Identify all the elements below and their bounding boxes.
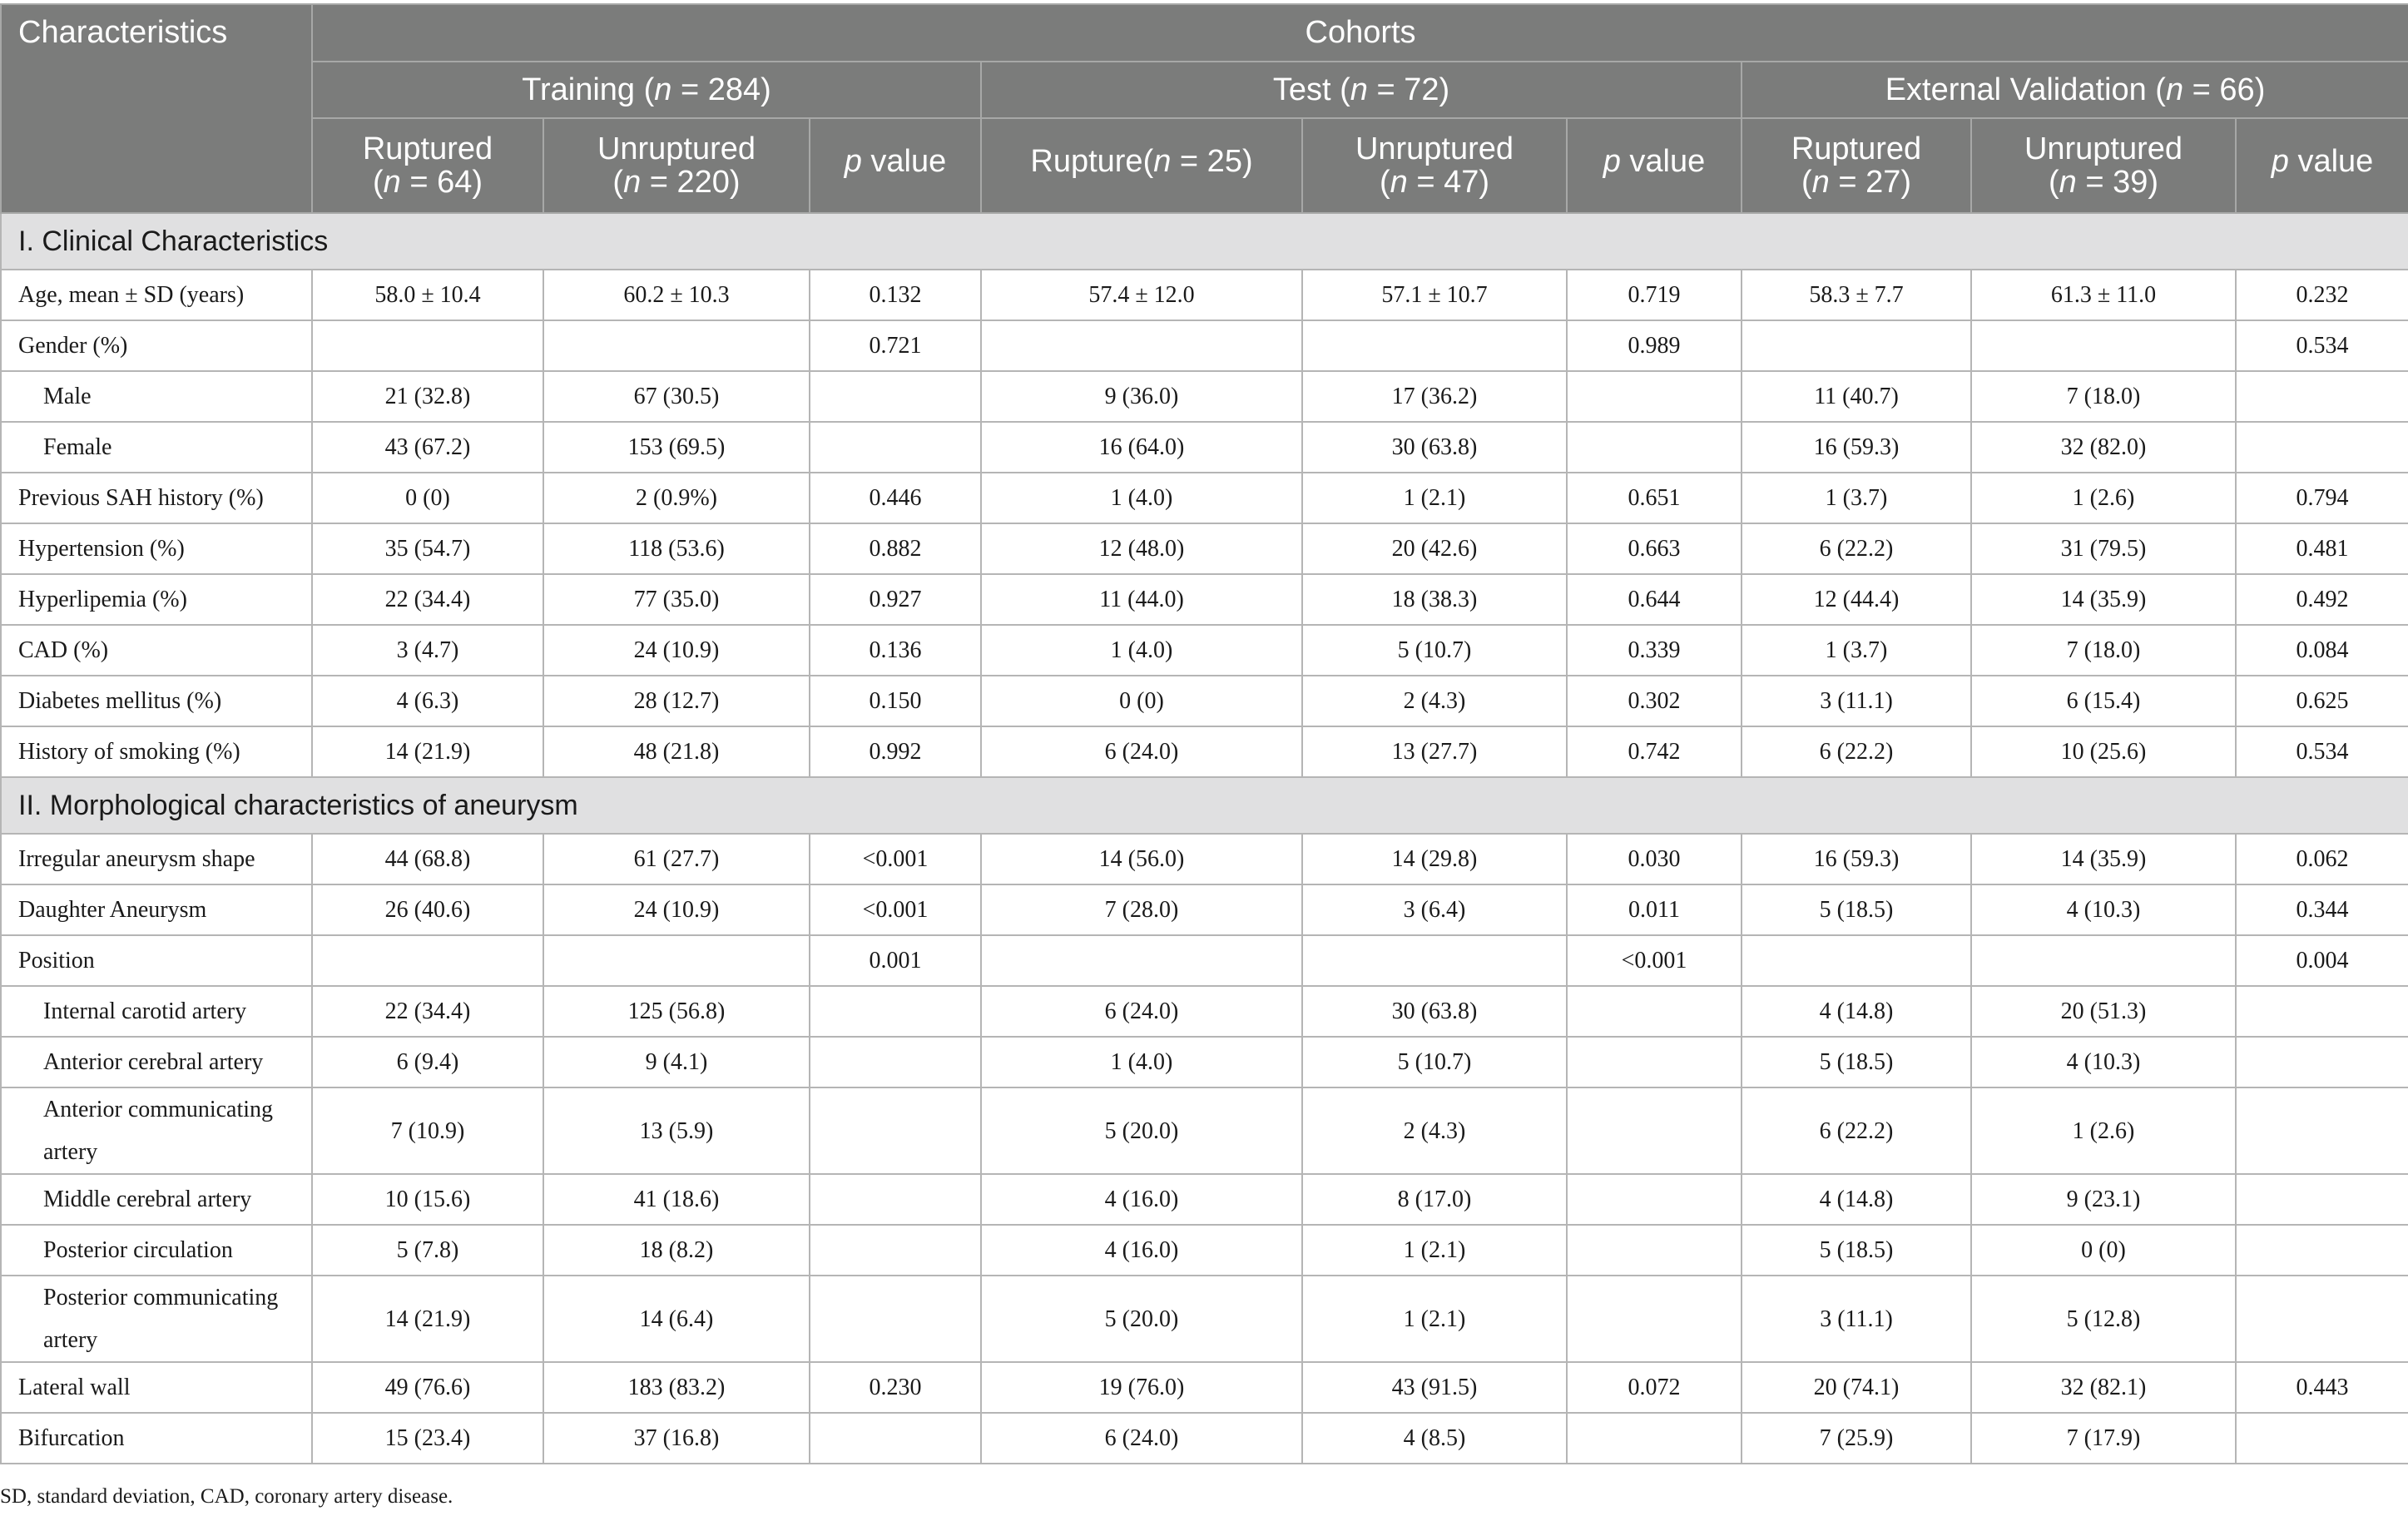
subgroup-n: = 64	[400, 165, 473, 200]
table-cell: 5 (20.0)	[981, 1087, 1302, 1174]
table-cell	[810, 1225, 981, 1276]
table-cell	[1971, 935, 2236, 986]
table-cell: 0.719	[1567, 270, 1742, 320]
table-cell: 0.339	[1567, 625, 1742, 676]
table-cell: 4 (16.0)	[981, 1174, 1302, 1225]
table-cell: 20 (51.3)	[1971, 986, 2236, 1037]
table-cell: 0.011	[1567, 884, 1742, 935]
table-cell: 4 (8.5)	[1302, 1413, 1567, 1464]
cohort-group-header: Test (n = 72)	[981, 62, 1742, 118]
table-cell	[2236, 371, 2408, 422]
table-cell: 3 (11.1)	[1742, 676, 1971, 726]
table-row	[1, 523, 2408, 574]
table-cell	[1302, 935, 1567, 986]
subgroup-label: Rupture	[1030, 144, 1143, 179]
subgroup-label: Ruptured	[1791, 131, 1922, 166]
table-cell: 3 (4.7)	[312, 625, 543, 676]
table-cell	[2236, 1174, 2408, 1225]
table-cell: 0.625	[2236, 676, 2408, 726]
table-cell: 2 (0.9%)	[543, 473, 810, 523]
row-label: Position	[1, 935, 312, 986]
table-cell: 30 (63.8)	[1302, 986, 1567, 1037]
table-cell: 58.0 ± 10.4	[312, 270, 543, 320]
table-cell: 49 (76.6)	[312, 1362, 543, 1413]
table-cell: 0.721	[810, 320, 981, 371]
table-row	[1, 574, 2408, 625]
row-label: Female	[1, 422, 312, 473]
row-label: Hypertension (%)	[1, 523, 312, 574]
row-label: Age, mean ± SD (years)	[1, 270, 312, 320]
table-cell	[2236, 1037, 2408, 1087]
table-cell	[543, 935, 810, 986]
table-cell: 12 (44.4)	[1742, 574, 1971, 625]
table-cell: 43 (67.2)	[312, 422, 543, 473]
table-cell: 7 (10.9)	[312, 1087, 543, 1174]
table-cell: 0.344	[2236, 884, 2408, 935]
table-cell: 31 (79.5)	[1971, 523, 2236, 574]
row-label: Posterior communicating artery	[1, 1276, 312, 1362]
table-cell: 20 (74.1)	[1742, 1362, 1971, 1413]
row-label: Diabetes mellitus (%)	[1, 676, 312, 726]
table-row	[1, 270, 2408, 320]
table-row	[1, 1037, 2408, 1087]
subgroup-n: = 25	[1171, 144, 1242, 179]
table-cell: 26 (40.6)	[312, 884, 543, 935]
table-cell: 6 (22.2)	[1742, 523, 1971, 574]
table-cell	[810, 1037, 981, 1087]
table-cell: 0.882	[810, 523, 981, 574]
row-label: Middle cerebral artery	[1, 1174, 312, 1225]
table-cell: 22 (34.4)	[312, 986, 543, 1037]
row-label: CAD (%)	[1, 625, 312, 676]
cohort-group-header: Training (n = 284)	[312, 62, 981, 118]
n-symbol: n	[1153, 144, 1172, 179]
table-cell: 0 (0)	[981, 676, 1302, 726]
table-cell: 0.742	[1567, 726, 1742, 777]
table-cell: 61 (27.7)	[543, 834, 810, 884]
table-cell	[1742, 320, 1971, 371]
table-cell	[1302, 320, 1567, 371]
table-cell	[810, 1413, 981, 1464]
table-row	[1, 986, 2408, 1037]
table-cell: 0.651	[1567, 473, 1742, 523]
table-cell	[543, 320, 810, 371]
table-cell: 2 (4.3)	[1302, 676, 1567, 726]
section-row	[1, 213, 2408, 270]
table-cell: 6 (22.2)	[1742, 1087, 1971, 1174]
table-cell: 10 (25.6)	[1971, 726, 2236, 777]
table-cell: 1 (2.1)	[1302, 1225, 1567, 1276]
table-cell	[810, 1174, 981, 1225]
table-cell: 16 (64.0)	[981, 422, 1302, 473]
table-cell: 14 (6.4)	[543, 1276, 810, 1362]
table-cell	[312, 320, 543, 371]
row-label: Male	[1, 371, 312, 422]
table-cell	[1567, 1087, 1742, 1174]
table-header	[1, 4, 2408, 213]
table-cell: 0.072	[1567, 1362, 1742, 1413]
table-cell: 0.302	[1567, 676, 1742, 726]
subgroup-n: = 39	[2076, 165, 2148, 200]
table-cell: 0.232	[2236, 270, 2408, 320]
table-cell: 14 (21.9)	[312, 726, 543, 777]
table-cell: 0.534	[2236, 320, 2408, 371]
table-cell: 13 (5.9)	[543, 1087, 810, 1174]
table-cell: 0.794	[2236, 473, 2408, 523]
row-label: Irregular aneurysm shape	[1, 834, 312, 884]
n-symbol: n	[654, 72, 672, 107]
table-cell: 0.989	[1567, 320, 1742, 371]
table-row	[1, 834, 2408, 884]
table-cell: 5 (18.5)	[1742, 1037, 1971, 1087]
p-value-header	[1567, 118, 1742, 213]
table-cell: 16 (59.3)	[1742, 834, 1971, 884]
table-cell: 61.3 ± 11.0	[1971, 270, 2236, 320]
table-cell: 9 (4.1)	[543, 1037, 810, 1087]
row-label: Internal carotid artery	[1, 986, 312, 1037]
table-cell: 1 (4.0)	[981, 625, 1302, 676]
table-cell: 0.492	[2236, 574, 2408, 625]
table-cell	[981, 320, 1302, 371]
table-row	[1, 1362, 2408, 1413]
row-label: Anterior communicating artery	[1, 1087, 312, 1174]
table-cell: 14 (35.9)	[1971, 834, 2236, 884]
cohort-name: External Validation	[1885, 72, 2147, 107]
table-cell: <0.001	[810, 834, 981, 884]
table-cell: 32 (82.1)	[1971, 1362, 2236, 1413]
table-cell: 14 (29.8)	[1302, 834, 1567, 884]
table-cell: 0.062	[2236, 834, 2408, 884]
table-cell: 0.132	[810, 270, 981, 320]
row-label: Posterior circulation	[1, 1225, 312, 1276]
table-cell	[1567, 371, 1742, 422]
table-cell	[1567, 1037, 1742, 1087]
table-cell: 67 (30.5)	[543, 371, 810, 422]
table-cell: 60.2 ± 10.3	[543, 270, 810, 320]
cohort-n: 72	[1404, 72, 1439, 107]
table-cell: 57.4 ± 12.0	[981, 270, 1302, 320]
cohort-name: Training	[522, 72, 636, 107]
p-symbol: p	[844, 144, 862, 179]
p-value-header	[810, 118, 981, 213]
table-cell: 43 (91.5)	[1302, 1362, 1567, 1413]
table-cell: 4 (6.3)	[312, 676, 543, 726]
characteristics-header: Characteristics	[1, 4, 312, 213]
table-row	[1, 1413, 2408, 1464]
table-cell: 6 (24.0)	[981, 726, 1302, 777]
row-label: History of smoking (%)	[1, 726, 312, 777]
table-row	[1, 1225, 2408, 1276]
table-cell: 1 (2.6)	[1971, 1087, 2236, 1174]
row-label: Gender (%)	[1, 320, 312, 371]
p-symbol: p	[2271, 144, 2289, 179]
subgroup-label: Unruptured	[2024, 131, 2183, 166]
section-title: II. Morphological characteristics of aneurysm	[1, 777, 2408, 834]
row-label: Daughter Aneurysm	[1, 884, 312, 935]
n-symbol: n	[383, 165, 401, 200]
table-cell: 5 (7.8)	[312, 1225, 543, 1276]
table-cell: 0.136	[810, 625, 981, 676]
table-cell: 12 (48.0)	[981, 523, 1302, 574]
subgroup-n: = 220	[641, 165, 730, 200]
table-cell: 28 (12.7)	[543, 676, 810, 726]
table-row	[1, 371, 2408, 422]
subgroup-header: Ruptured (n = 64)	[312, 118, 543, 213]
table-cell: 24 (10.9)	[543, 625, 810, 676]
n-symbol: n	[1350, 72, 1368, 107]
table-cell	[810, 371, 981, 422]
table-cell: 4 (14.8)	[1742, 986, 1971, 1037]
table-cell	[2236, 1413, 2408, 1464]
table-cell: 10 (15.6)	[312, 1174, 543, 1225]
table-cell	[1742, 935, 1971, 986]
table-footnote: SD, standard deviation, CAD, coronary artery disease.	[0, 1485, 453, 1508]
table-cell	[1567, 422, 1742, 473]
table-cell: 9 (23.1)	[1971, 1174, 2236, 1225]
table-cell: 35 (54.7)	[312, 523, 543, 574]
row-label: Anterior cerebral artery	[1, 1037, 312, 1087]
table-cell: 14 (35.9)	[1971, 574, 2236, 625]
table-cell: 48 (21.8)	[543, 726, 810, 777]
table-cell: 16 (59.3)	[1742, 422, 1971, 473]
table-row	[1, 1276, 2408, 1362]
table-cell	[2236, 422, 2408, 473]
n-symbol: n	[1390, 165, 1408, 200]
table-cell: 5 (10.7)	[1302, 1037, 1567, 1087]
table-cell: 57.1 ± 10.7	[1302, 270, 1567, 320]
table-cell: 5 (12.8)	[1971, 1276, 2236, 1362]
table-cell: 5 (18.5)	[1742, 1225, 1971, 1276]
cohort-name: Test	[1272, 72, 1331, 107]
table-cell: 5 (18.5)	[1742, 884, 1971, 935]
subgroup-label: Unruptured	[597, 131, 756, 166]
subgroup-header: Unruptured (n = 47)	[1302, 118, 1567, 213]
table-cell: 14 (21.9)	[312, 1276, 543, 1362]
table-cell: 20 (42.6)	[1302, 523, 1567, 574]
table-cell: 125 (56.8)	[543, 986, 810, 1037]
p-label: value	[2288, 144, 2374, 179]
table-cell: 77 (35.0)	[543, 574, 810, 625]
table-cell: 7 (17.9)	[1971, 1413, 2236, 1464]
table-cell: 0.084	[2236, 625, 2408, 676]
table-row	[1, 473, 2408, 523]
table-cell: 0.230	[810, 1362, 981, 1413]
table-cell	[2236, 1087, 2408, 1174]
table-cell: 5 (10.7)	[1302, 625, 1567, 676]
table-cell: 37 (16.8)	[543, 1413, 810, 1464]
table-cell: 0.927	[810, 574, 981, 625]
table-cell	[2236, 1225, 2408, 1276]
table-cell: 58.3 ± 7.7	[1742, 270, 1971, 320]
table-cell	[810, 422, 981, 473]
table-cell: 5 (20.0)	[981, 1276, 1302, 1362]
table-row	[1, 625, 2408, 676]
table-cell: 7 (25.9)	[1742, 1413, 1971, 1464]
table-cell: 0.443	[2236, 1362, 2408, 1413]
p-symbol: p	[1603, 144, 1621, 179]
characteristics-table	[0, 3, 2408, 1464]
table-cell	[810, 1276, 981, 1362]
table-cell: 183 (83.2)	[543, 1362, 810, 1413]
row-label: Lateral wall	[1, 1362, 312, 1413]
row-label: Hyperlipemia (%)	[1, 574, 312, 625]
table-cell	[1567, 1413, 1742, 1464]
table-cell: 1 (2.1)	[1302, 473, 1567, 523]
table-row	[1, 676, 2408, 726]
cohort-n: 66	[2219, 72, 2255, 107]
table-cell: 22 (34.4)	[312, 574, 543, 625]
table-cell: 1 (4.0)	[981, 473, 1302, 523]
table-cell: 6 (24.0)	[981, 986, 1302, 1037]
table-row	[1, 1087, 2408, 1174]
n-symbol: n	[1811, 165, 1830, 200]
table-cell: 17 (36.2)	[1302, 371, 1567, 422]
table-row	[1, 1174, 2408, 1225]
table-cell: 41 (18.6)	[543, 1174, 810, 1225]
n-symbol: n	[2059, 165, 2077, 200]
table-row	[1, 422, 2408, 473]
table-cell: 30 (63.8)	[1302, 422, 1567, 473]
table-cell: 18 (38.3)	[1302, 574, 1567, 625]
table-cell: 4 (14.8)	[1742, 1174, 1971, 1225]
table-cell: 1 (3.7)	[1742, 625, 1971, 676]
table-cell: 11 (40.7)	[1742, 371, 1971, 422]
section-title: I. Clinical Characteristics	[1, 213, 2408, 270]
table-cell: 0.001	[810, 935, 981, 986]
p-label: value	[861, 144, 947, 179]
table-cell: 0 (0)	[1971, 1225, 2236, 1276]
subgroup-header: Ruptured (n = 27)	[1742, 118, 1971, 213]
table-row	[1, 726, 2408, 777]
table-cell: 0.534	[2236, 726, 2408, 777]
table-cell: 1 (3.7)	[1742, 473, 1971, 523]
cohorts-header: Cohorts	[312, 4, 2408, 62]
row-label: Previous SAH history (%)	[1, 473, 312, 523]
subgroup-n: = 27	[1829, 165, 1901, 200]
table-row	[1, 884, 2408, 935]
table-cell: 153 (69.5)	[543, 422, 810, 473]
table-cell: 6 (9.4)	[312, 1037, 543, 1087]
table-cell: <0.001	[810, 884, 981, 935]
table-cell	[1567, 1225, 1742, 1276]
table-body	[1, 213, 2408, 1464]
section-row	[1, 777, 2408, 834]
table-cell: 0.481	[2236, 523, 2408, 574]
table-cell: 2 (4.3)	[1302, 1087, 1567, 1174]
table-cell	[1567, 986, 1742, 1037]
table-cell: 7 (18.0)	[1971, 371, 2236, 422]
table-cell: 1 (2.1)	[1302, 1276, 1567, 1362]
table-cell: <0.001	[1567, 935, 1742, 986]
table-cell: 0.663	[1567, 523, 1742, 574]
table-cell: 7 (18.0)	[1971, 625, 2236, 676]
table-row	[1, 935, 2408, 986]
table-cell: 15 (23.4)	[312, 1413, 543, 1464]
table-cell: 13 (27.7)	[1302, 726, 1567, 777]
table-cell: 3 (6.4)	[1302, 884, 1567, 935]
table-cell: 1 (4.0)	[981, 1037, 1302, 1087]
table-cell: 0.644	[1567, 574, 1742, 625]
table-cell: 21 (32.8)	[312, 371, 543, 422]
table-cell: 3 (11.1)	[1742, 1276, 1971, 1362]
subgroup-header: Unruptured (n = 220)	[543, 118, 810, 213]
table-cell: 6 (24.0)	[981, 1413, 1302, 1464]
table-cell	[1971, 320, 2236, 371]
table-cell: 6 (15.4)	[1971, 676, 2236, 726]
cohort-group-header: External Validation (n = 66)	[1742, 62, 2408, 118]
table-cell	[2236, 986, 2408, 1037]
table-cell: 0.004	[2236, 935, 2408, 986]
table-cell: 18 (8.2)	[543, 1225, 810, 1276]
table-cell	[1567, 1174, 1742, 1225]
cohort-n: 284	[707, 72, 761, 107]
p-label: value	[1620, 144, 1706, 179]
table-cell	[810, 986, 981, 1037]
table-cell: 118 (53.6)	[543, 523, 810, 574]
table-cell: 0.446	[810, 473, 981, 523]
subgroup-header: Rupture(n = 25)	[981, 118, 1302, 213]
table-cell: 0 (0)	[312, 473, 543, 523]
subgroup-header: Unruptured (n = 39)	[1971, 118, 2236, 213]
table-cell: 44 (68.8)	[312, 834, 543, 884]
table-cell: 1 (2.6)	[1971, 473, 2236, 523]
table-cell	[1567, 1276, 1742, 1362]
table-cell: 0.992	[810, 726, 981, 777]
table-cell: 19 (76.0)	[981, 1362, 1302, 1413]
table-cell: 9 (36.0)	[981, 371, 1302, 422]
table-cell: 8 (17.0)	[1302, 1174, 1567, 1225]
subgroup-label: Ruptured	[362, 131, 493, 166]
table-cell	[981, 935, 1302, 986]
table-cell: 0.030	[1567, 834, 1742, 884]
table-cell: 4 (16.0)	[981, 1225, 1302, 1276]
table-cell	[810, 1087, 981, 1174]
table-cell: 14 (56.0)	[981, 834, 1302, 884]
subgroup-label: Unruptured	[1355, 131, 1514, 166]
table-row	[1, 320, 2408, 371]
table-cell: 24 (10.9)	[543, 884, 810, 935]
table-cell: 7 (28.0)	[981, 884, 1302, 935]
table-cell: 0.150	[810, 676, 981, 726]
n-symbol: n	[2165, 72, 2184, 107]
table-cell: 4 (10.3)	[1971, 1037, 2236, 1087]
p-value-header	[2236, 118, 2408, 213]
subgroup-n: = 47	[1407, 165, 1479, 200]
table-cell: 32 (82.0)	[1971, 422, 2236, 473]
row-label: Bifurcation	[1, 1413, 312, 1464]
n-symbol: n	[623, 165, 642, 200]
table-cell: 11 (44.0)	[981, 574, 1302, 625]
table-cell: 4 (10.3)	[1971, 884, 2236, 935]
table-cell	[2236, 1276, 2408, 1362]
table-cell: 6 (22.2)	[1742, 726, 1971, 777]
table-cell	[312, 935, 543, 986]
